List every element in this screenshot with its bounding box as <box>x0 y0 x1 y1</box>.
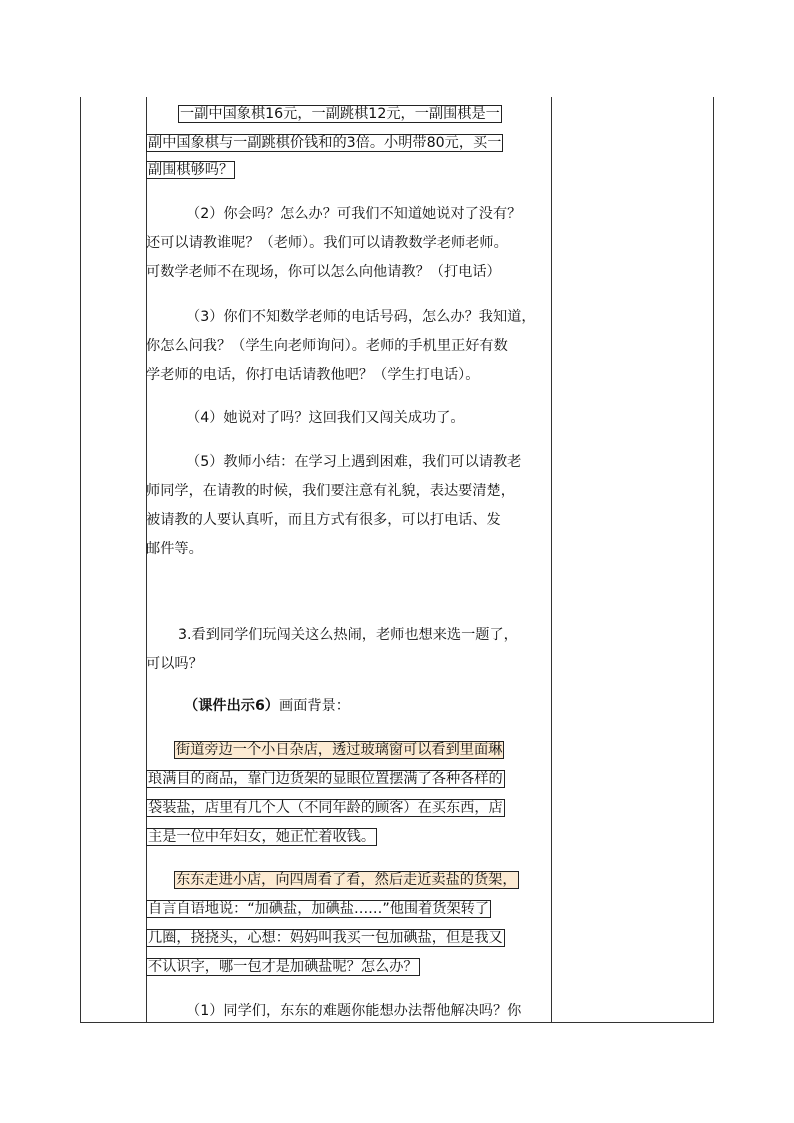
table-left-column <box>81 97 147 1022</box>
paragraph-line: 师同学，在请教的时候，我们要注意有礼貌，表达要清楚， <box>146 483 515 499</box>
paragraph-line: （2）你会吗？怎么办？可我们不知道她说对了没有？ <box>186 206 522 222</box>
courseware-heading <box>184 696 350 716</box>
courseware-label: （课件出示6） <box>184 698 279 714</box>
paragraph-line: （1）同学们，东东的难题你能想办法帮他解决吗？你 <box>186 1003 522 1019</box>
story-line-4: 不认识字，哪一包才是加碘盐呢？怎么办？ <box>148 959 418 975</box>
paragraph-line: （3）你们不知数学老师的电话号码，怎么办？我知道， <box>186 309 536 325</box>
scene-label: 画面背景： <box>279 698 350 714</box>
paragraph-line: 邮件等。 <box>146 541 203 557</box>
story-line-3: 几圈，挠挠头，心想：妈妈叫我买一包加碘盐，但是我又 <box>148 930 503 946</box>
problem-line-1: 一副中国象棋16元，一副跳棋12元，一副围棋是一 <box>180 106 500 122</box>
paragraph-line: （5）教师小结：在学习上遇到困难，我们可以请教老 <box>186 454 522 470</box>
paragraph-line: 可以吗？ <box>146 656 203 672</box>
scene-line-2: 琅满目的商品，靠门边货架的显眼位置摆满了各种各样的 <box>148 771 503 787</box>
story-line-1: 东东走进小店，向四周看了看，然后走近卖盐的货架， <box>176 872 517 888</box>
problem-line-3: 副围棋够吗？ <box>148 162 234 178</box>
paragraph-line: 学老师的电话，你打电话请教他吧？（学生打电话）。 <box>146 367 480 383</box>
scene-line-1: 街道旁边一个小日杂店，透过玻璃窗可以看到里面琳 <box>176 742 503 758</box>
paragraph-line: 被请教的人要认真听，而且方式有很多，可以打电话、发 <box>146 512 501 528</box>
story-line-2: 自言自语地说：“加碘盐，加碘盐……”他围着货架转了 <box>148 901 490 917</box>
paragraph-line: 可数学老师不在现场，你可以怎么向他请教？（打电话） <box>146 264 501 280</box>
problem-line-2: 副中国象棋与一副跳棋价钱和的3倍。小明带80元，买一 <box>148 135 502 151</box>
scene-line-3: 袋装盐，店里有几个人（不同年龄的顾客）在买东西，店 <box>148 800 503 816</box>
paragraph-line: 还可以请教谁呢？（老师）。我们可以请教数学老师老师。 <box>146 235 508 251</box>
table-right-column <box>551 97 713 1022</box>
paragraph-line: 你怎么问我？（学生向老师询问）。老师的手机里正好有数 <box>146 338 508 354</box>
scene-line-4: 主是一位中年妇女，她正忙着收钱。 <box>148 829 376 845</box>
paragraph-line: （4）她说对了吗？这回我们又闯关成功了。 <box>186 410 465 426</box>
paragraph-line: 3.看到同学们玩闯关这么热闹，老师也想来选一题了， <box>178 627 518 643</box>
